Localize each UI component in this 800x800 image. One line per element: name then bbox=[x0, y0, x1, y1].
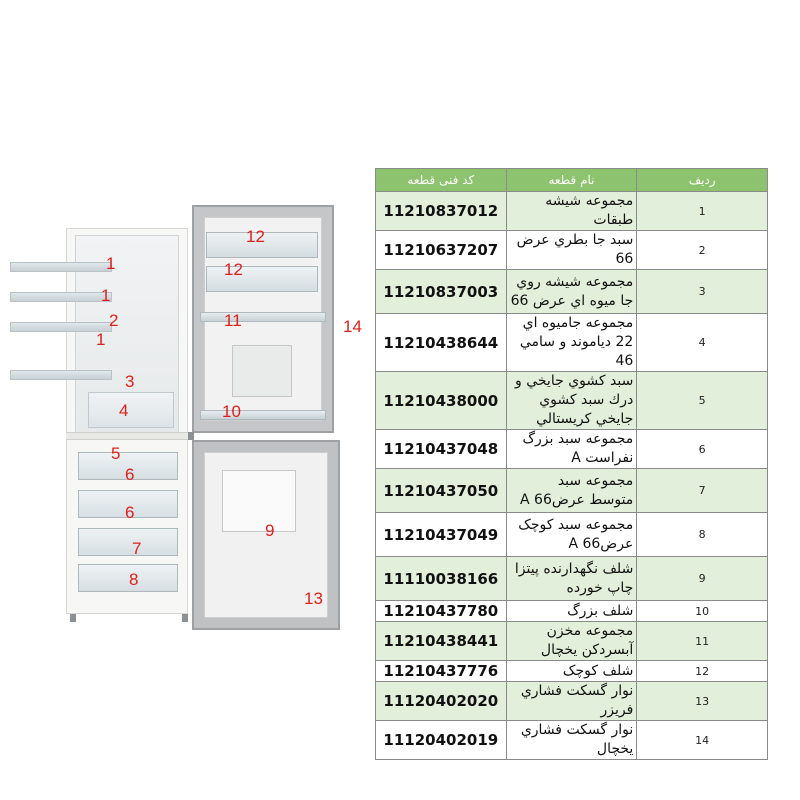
refrigerator-image bbox=[0, 0, 370, 800]
row-number: 1 bbox=[637, 192, 768, 231]
callout-number: 7 bbox=[132, 539, 142, 558]
callout-number: 11 bbox=[224, 311, 242, 330]
parts-table bbox=[375, 168, 768, 760]
part-name: نوار گسكت فشاري يخچال bbox=[506, 721, 637, 760]
row-number: 7 bbox=[637, 469, 768, 513]
part-code: 11210438644 bbox=[376, 314, 507, 372]
door-hinge bbox=[182, 614, 188, 622]
table-row bbox=[376, 682, 768, 721]
callout-number: 12 bbox=[246, 227, 265, 246]
table-row bbox=[376, 622, 768, 661]
part-name: شلف كوچک bbox=[506, 661, 637, 682]
freezer-door-panel bbox=[222, 470, 296, 532]
callout-number: 3 bbox=[125, 372, 135, 391]
callout-number: 14 bbox=[343, 317, 362, 336]
part-code: 11210437048 bbox=[376, 430, 507, 469]
glass-shelf bbox=[10, 292, 112, 302]
part-code: 11210437050 bbox=[376, 469, 507, 513]
callout-number: 10 bbox=[222, 402, 241, 421]
callout-number: 1 bbox=[106, 254, 116, 273]
part-name: مجموعه سبد متوسط عرض66 A bbox=[506, 469, 637, 513]
part-name: نوار گسكت فشاري فريزر bbox=[506, 682, 637, 721]
glass-shelf bbox=[10, 370, 112, 380]
row-number: 6 bbox=[637, 430, 768, 469]
part-code: 11210438441 bbox=[376, 622, 507, 661]
door-hinge bbox=[70, 614, 76, 622]
row-number: 12 bbox=[637, 661, 768, 682]
row-number: 5 bbox=[637, 372, 768, 430]
row-number: 3 bbox=[637, 270, 768, 314]
table-row bbox=[376, 314, 768, 372]
door-shelf bbox=[200, 410, 326, 420]
table-row bbox=[376, 513, 768, 557]
part-name: مجموعه مخزن آبسردكن يخچال bbox=[506, 622, 637, 661]
header-code: کد فنی قطعه bbox=[376, 169, 507, 192]
table-row bbox=[376, 430, 768, 469]
callout-number: 2 bbox=[109, 311, 119, 330]
row-number: 10 bbox=[637, 601, 768, 622]
row-number: 11 bbox=[637, 622, 768, 661]
part-name: شلف بزرگ bbox=[506, 601, 637, 622]
table-row bbox=[376, 469, 768, 513]
header-name: نام قطعه bbox=[506, 169, 637, 192]
part-name: مجموعه سبد بزرگ نفراست A bbox=[506, 430, 637, 469]
part-code: 11120402020 bbox=[376, 682, 507, 721]
freezer-drawer bbox=[78, 528, 178, 556]
row-number: 4 bbox=[637, 314, 768, 372]
part-name: مجموعه جاميوه اي 22 دياموند و سامي 46 bbox=[506, 314, 637, 372]
callout-number: 13 bbox=[304, 589, 323, 608]
table-row bbox=[376, 192, 768, 231]
row-number: 8 bbox=[637, 513, 768, 557]
table-header-row bbox=[376, 169, 768, 192]
callout-number: 12 bbox=[224, 260, 243, 279]
row-number: 2 bbox=[637, 231, 768, 270]
table-row bbox=[376, 557, 768, 601]
callout-number: 9 bbox=[265, 521, 275, 540]
part-name: مجموعه شيشه روي جا ميوه اي عرض 66 bbox=[506, 270, 637, 314]
part-code: 11210437780 bbox=[376, 601, 507, 622]
part-name: مجموعه سبد كوچک عرض66 A bbox=[506, 513, 637, 557]
table-row bbox=[376, 270, 768, 314]
door-shelf bbox=[200, 312, 326, 322]
part-code: 11210437776 bbox=[376, 661, 507, 682]
table-row bbox=[376, 231, 768, 270]
row-number: 9 bbox=[637, 557, 768, 601]
part-name: سبد جا بطري عرض 66 bbox=[506, 231, 637, 270]
part-name: سبد كشوي جايخي و درك سبد كشوي جايخي كريستالي bbox=[506, 372, 637, 430]
door-hinge bbox=[188, 432, 194, 440]
callout-number: 1 bbox=[101, 286, 111, 305]
callout-number: 1 bbox=[96, 330, 106, 349]
callout-number: 6 bbox=[125, 503, 135, 522]
part-code: 11210437049 bbox=[376, 513, 507, 557]
table-row bbox=[376, 601, 768, 622]
part-code: 11210637207 bbox=[376, 231, 507, 270]
part-code: 11120402019 bbox=[376, 721, 507, 760]
part-code: 11210837012 bbox=[376, 192, 507, 231]
table-row bbox=[376, 721, 768, 760]
water-tank bbox=[232, 345, 292, 397]
part-name: شلف نگهدارنده پيتزا چاپ خورده bbox=[506, 557, 637, 601]
callout-number: 8 bbox=[129, 570, 139, 589]
row-number: 13 bbox=[637, 682, 768, 721]
part-name: مجموعه شيشه طبقات bbox=[506, 192, 637, 231]
callout-number: 4 bbox=[119, 401, 129, 420]
part-code: 11210438000 bbox=[376, 372, 507, 430]
fruit-drawer bbox=[88, 392, 174, 428]
table-row bbox=[376, 661, 768, 682]
compartment-divider bbox=[66, 432, 188, 440]
door-bin bbox=[206, 266, 318, 292]
callout-number: 6 bbox=[125, 465, 135, 484]
header-row-number: رديف bbox=[637, 169, 768, 192]
row-number: 14 bbox=[637, 721, 768, 760]
glass-shelf bbox=[10, 262, 112, 272]
freezer-drawer bbox=[78, 564, 178, 592]
part-code: 11210837003 bbox=[376, 270, 507, 314]
table-row bbox=[376, 372, 768, 430]
callout-number: 5 bbox=[111, 444, 121, 463]
part-code: 11110038166 bbox=[376, 557, 507, 601]
